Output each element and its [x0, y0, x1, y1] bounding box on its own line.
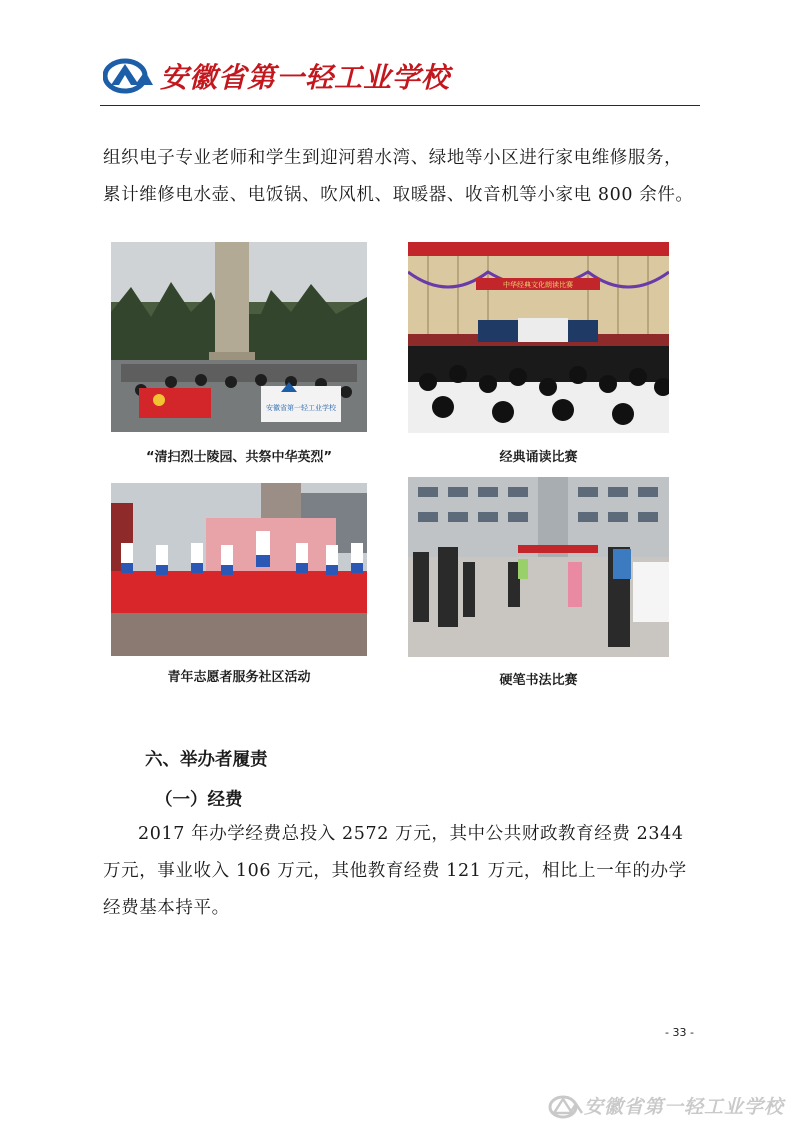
school-logo-icon [103, 55, 155, 95]
caption-martyrs-cemetery: “清扫烈士陵园、共祭中华英烈” [145, 450, 333, 465]
intro-paragraph [103, 140, 703, 214]
photo-calligraphy-contest [408, 477, 669, 657]
footer-school-name: 安徽省第一轻工业学校 [584, 1096, 785, 1118]
intro-line-1: 组织电子专业老师和学生到迎河碧水湾、绿地等小区进行家电维修服务， [103, 148, 683, 168]
caption-calligraphy-contest: 硬笔书法比赛 [499, 673, 578, 688]
page-number: - 33 - [665, 1026, 694, 1039]
stage-banner-text: 中华经典文化朗读比赛 [503, 281, 573, 289]
header-school-name: 安徽省第一轻工业学校 [160, 61, 451, 94]
photo-classics-recital [408, 242, 669, 433]
section-subheading: （一）经费 [155, 790, 243, 810]
caption-classics-recital: 经典诵读比赛 [499, 450, 578, 465]
funding-paragraph: 2017 年办学经费总投入 2572 万元，其中公共财政教育经费 2344 万元，事业收入 106 万元，其他教育经费 121 万元，相比上一年的办学经费基本持平。 [103, 824, 687, 918]
photo-martyrs-cemetery [111, 242, 367, 432]
header-divider [100, 105, 700, 106]
section-heading: 六、举办者履责 [145, 750, 268, 770]
footer-logo-icon [548, 1093, 584, 1119]
photo-volunteer-activity [111, 483, 367, 656]
flag-school-text: 安徽省第一轻工业学校 [266, 404, 336, 412]
caption-volunteer-activity: 青年志愿者服务社区活动 [167, 670, 311, 685]
intro-line-2: 累计维修电水壶、电饭锅、吹风机、取暖器、收音机等小家电 800 余件。 [103, 185, 694, 205]
